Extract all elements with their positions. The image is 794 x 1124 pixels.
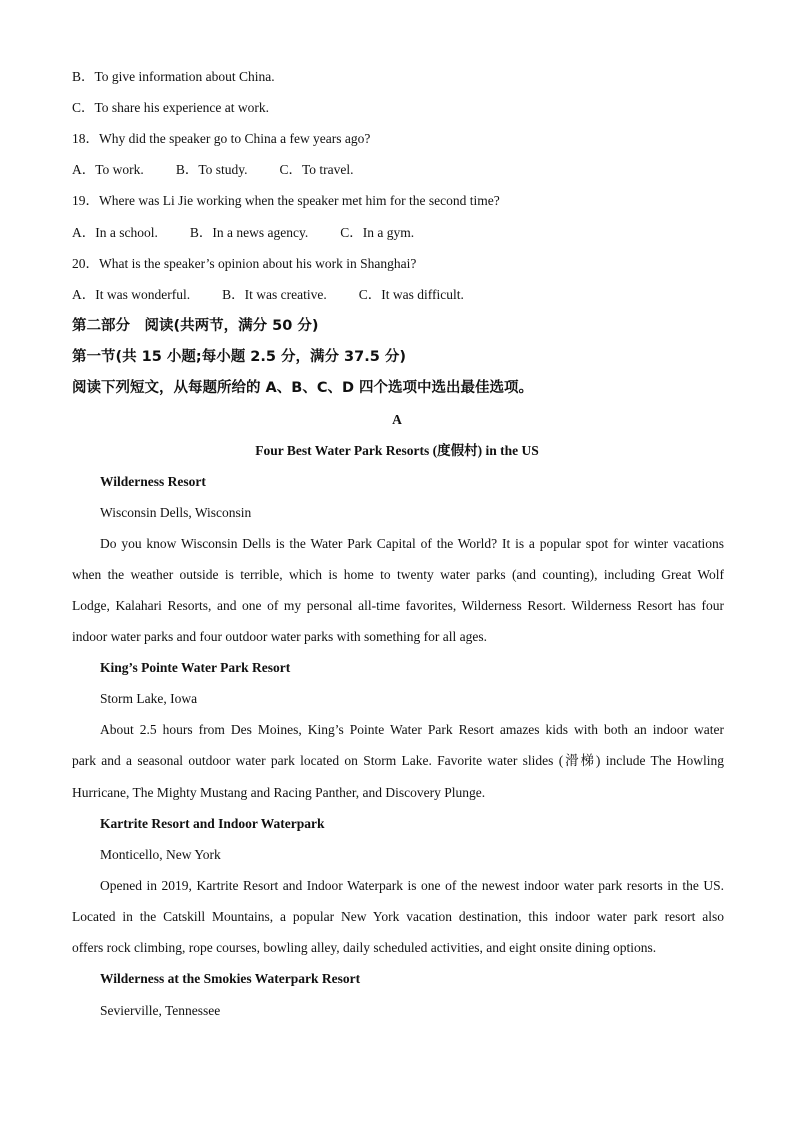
resort1-location: Wisconsin Dells, Wisconsin <box>100 505 252 520</box>
q18-option-a: A．To work. <box>72 162 144 177</box>
q20-options <box>72 286 464 304</box>
q19-option-c: C．In a gym. <box>340 225 415 240</box>
resort2-name: King’s Pointe Water Park Resort <box>100 660 291 675</box>
resort4-location: Sevierville, Tennessee <box>100 1003 221 1018</box>
q20-option-b: B．It was creative. <box>222 287 327 302</box>
section1-title: 第一节(共 15 小题;每小题 2.5 分，满分 37.5 分) <box>72 349 406 365</box>
resort2-paragraph-line: About 2.5 hours from Des Moines, King’s Pointe Water Park Resort amazes kids with both an indoor water <box>100 722 724 737</box>
q17-option-b: B．To give information about China. <box>72 69 275 84</box>
resort3-location: Monticello, New York <box>100 847 221 862</box>
passage-letter: A <box>392 412 402 427</box>
resort1-paragraph-line: Lodge, Kalahari Resorts, and one of my personal all-time favorites, Wilderness Resort. Wilderness Resort has four <box>72 598 724 613</box>
reading-instruction: 阅读下列短文，从每题所给的 A、B、C、D 四个选项中选出最佳选项。 <box>72 380 534 396</box>
passage-title: Four Best Water Park Resorts (度假村) in the US <box>255 443 539 458</box>
part2-title: 第二部分 阅读(共两节，满分 50 分) <box>72 318 319 334</box>
resort3-name: Kartrite Resort and Indoor Waterpark <box>100 816 325 831</box>
q20-option-c: C．It was difficult. <box>358 287 464 302</box>
q18-options <box>72 161 354 179</box>
q19-option-b: B．In a news agency. <box>189 225 309 240</box>
q18-question: 18．Why did the speaker go to China a few years ago? <box>72 131 371 146</box>
q18-option-b: B．To study. <box>175 162 248 177</box>
resort3-paragraph-line: Located in the Catskill Mountains, a popular New York vacation destination, this indoor water park resort also <box>72 909 724 924</box>
resort2-location: Storm Lake, Iowa <box>100 691 198 706</box>
q18-option-c: C．To travel. <box>279 162 354 177</box>
resort2-paragraph-line: park and a seasonal outdoor water park located on Storm Lake. Favorite water slides (滑梯) include The Howling <box>72 753 724 768</box>
q20-question: 20．What is the speaker’s opinion about his work in Shanghai? <box>72 256 417 271</box>
resort3-paragraph-line: Opened in 2019, Kartrite Resort and Indoor Waterpark is one of the newest indoor water park resorts in the US. <box>100 878 724 893</box>
resort4-name: Wilderness at the Smokies Waterpark Resort <box>100 971 361 986</box>
q19-options <box>72 224 414 242</box>
q19-question: 19．Where was Li Jie working when the speaker met him for the second time? <box>72 193 500 208</box>
q19-option-a: A．In a school. <box>72 225 158 240</box>
resort2-paragraph-line: Hurricane, The Mighty Mustang and Racing Panther, and Discovery Plunge. <box>72 785 486 800</box>
q17-option-c: C．To share his experience at work. <box>72 100 269 115</box>
resort1-paragraph-line: Do you know Wisconsin Dells is the Water Park Capital of the World? It is a popular spot for winter vacations <box>100 536 724 551</box>
resort1-paragraph-line: when the weather outside is terrible, which is home to twenty water parks (and counting), including Great Wolf <box>72 567 724 582</box>
resort1-name: Wilderness Resort <box>100 474 206 489</box>
resort1-paragraph-line: indoor water parks and four outdoor water parks with something for all ages. <box>72 629 488 644</box>
resort3-paragraph-line: offers rock climbing, rope courses, bowling alley, daily scheduled activities, and eight onsite dining options. <box>72 940 657 955</box>
q20-option-a: A．It was wonderful. <box>72 287 191 302</box>
